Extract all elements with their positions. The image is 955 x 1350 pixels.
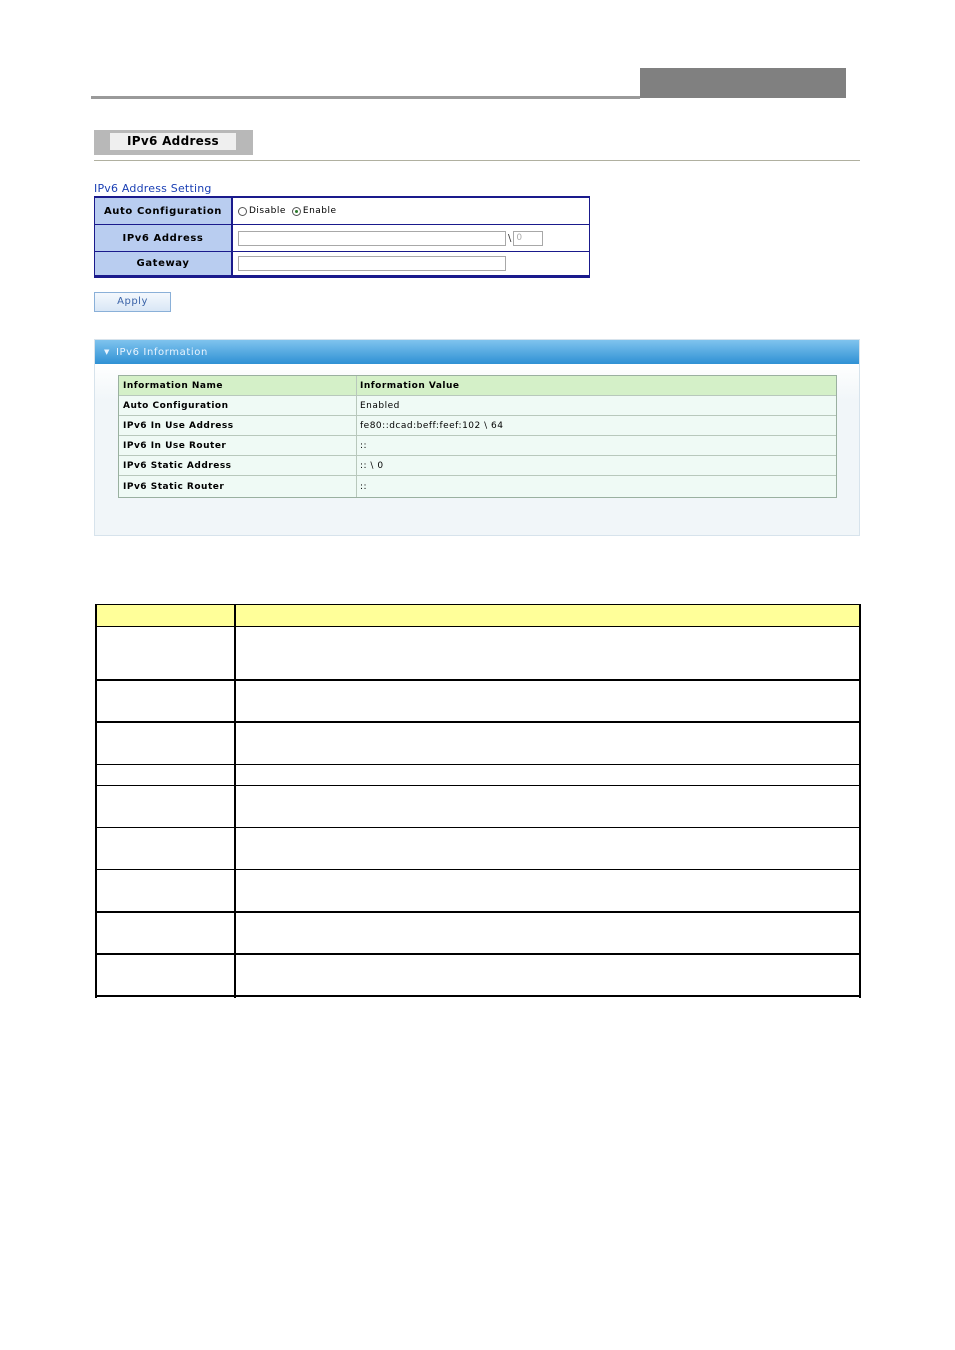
- gateway-label: Gateway: [95, 252, 233, 275]
- gateway-input-cell: [233, 252, 589, 275]
- table-cell: [236, 870, 859, 912]
- table-row: [95, 828, 861, 870]
- page-title-tab: [94, 130, 253, 155]
- table-row: [119, 396, 836, 416]
- auto-config-label: Auto Configuration: [95, 198, 233, 224]
- ipv6-information-table: [118, 375, 837, 498]
- table-cell: [97, 626, 236, 680]
- row-divider: [95, 869, 861, 870]
- row-divider: [95, 827, 861, 828]
- radio-disable[interactable]: [238, 206, 286, 216]
- radio-enable-icon[interactable]: [292, 207, 301, 216]
- ipv6-information-panel: [94, 339, 860, 536]
- ipv6-setting-form: [94, 196, 590, 278]
- radio-disable-label: Disable: [249, 206, 286, 216]
- radio-enable[interactable]: [292, 206, 337, 216]
- info-name-cell: IPv6 In Use Router: [119, 436, 357, 455]
- table-cell: [97, 870, 236, 912]
- row-divider: [95, 995, 861, 997]
- table-cell: [236, 626, 859, 680]
- panel-title: IPv6 Information: [115, 347, 208, 358]
- table-row: [119, 476, 836, 497]
- table-cell: [236, 722, 859, 764]
- row-divider: [95, 626, 861, 627]
- row-divider: [95, 679, 861, 681]
- info-name-cell: Auto Configuration: [119, 396, 357, 415]
- ipv6-address-inputs: [233, 225, 589, 251]
- ipv6-address-input[interactable]: [238, 231, 506, 246]
- row-divider: [95, 721, 861, 723]
- apply-button[interactable]: Apply: [94, 292, 171, 312]
- row-divider: [95, 764, 861, 765]
- description-table: [95, 604, 861, 998]
- table-row: [119, 456, 836, 476]
- prefix-separator: \: [508, 232, 512, 244]
- table-cell: [97, 764, 236, 786]
- radio-enable-label: Enable: [302, 206, 337, 216]
- header-information-value: Information Value: [360, 380, 460, 391]
- table-row: [95, 764, 861, 786]
- table-cell: [236, 954, 859, 998]
- table-cell: [97, 912, 236, 954]
- gateway-row: [95, 252, 589, 275]
- table-cell: [97, 722, 236, 764]
- ipv6-address-label: IPv6 Address: [95, 225, 233, 251]
- header-information-name: Information Name: [119, 376, 357, 395]
- info-name-cell: IPv6 In Use Address: [119, 416, 357, 435]
- table-cell: [236, 912, 859, 954]
- table-cell: [97, 954, 236, 998]
- description-table-header: [95, 604, 861, 626]
- ipv6-address-row: [95, 225, 589, 252]
- row-divider: [95, 785, 861, 786]
- table-cell: [236, 786, 859, 828]
- setting-section-title: IPv6 Address Setting: [94, 182, 212, 195]
- row-divider: [95, 911, 861, 913]
- info-name-cell: IPv6 Static Router: [119, 476, 357, 497]
- table-row: [95, 912, 861, 954]
- table-cell: [236, 764, 859, 786]
- info-value-cell: :: \ 0: [360, 460, 384, 471]
- table-row: [119, 436, 836, 456]
- info-value-cell: fe80::dcad:beff:feef:102 \ 64: [360, 420, 504, 431]
- prefix-length-input[interactable]: 0: [513, 231, 543, 246]
- table-row: [95, 870, 861, 912]
- table-row: [95, 722, 861, 764]
- table-row: [95, 626, 861, 680]
- header-cell-object: [97, 605, 236, 626]
- table-cell: [97, 786, 236, 828]
- page-title: IPv6 Address: [110, 133, 236, 150]
- header-rule: [91, 96, 640, 99]
- panel-header[interactable]: [95, 340, 859, 364]
- table-cell: [236, 680, 859, 722]
- gateway-input[interactable]: [238, 256, 506, 271]
- table-row: [119, 416, 836, 436]
- title-divider: [94, 160, 860, 161]
- header-chapter-box: [640, 68, 846, 98]
- auto-config-options: [233, 198, 589, 224]
- info-table-header: [119, 376, 836, 396]
- table-cell: [236, 828, 859, 870]
- auto-config-row: [95, 198, 589, 225]
- header-cell-description: [236, 605, 859, 626]
- info-name-cell: IPv6 Static Address: [119, 456, 357, 475]
- table-row: [95, 680, 861, 722]
- table-cell: [97, 680, 236, 722]
- collapse-triangle-icon[interactable]: ▼: [104, 348, 110, 356]
- info-value-cell: ::: [360, 481, 368, 492]
- table-cell: [97, 828, 236, 870]
- info-value-cell: Enabled: [360, 400, 400, 411]
- table-row: [95, 954, 861, 998]
- table-row: [95, 786, 861, 828]
- radio-disable-icon[interactable]: [238, 207, 247, 216]
- info-value-cell: ::: [360, 440, 368, 451]
- row-divider: [95, 953, 861, 955]
